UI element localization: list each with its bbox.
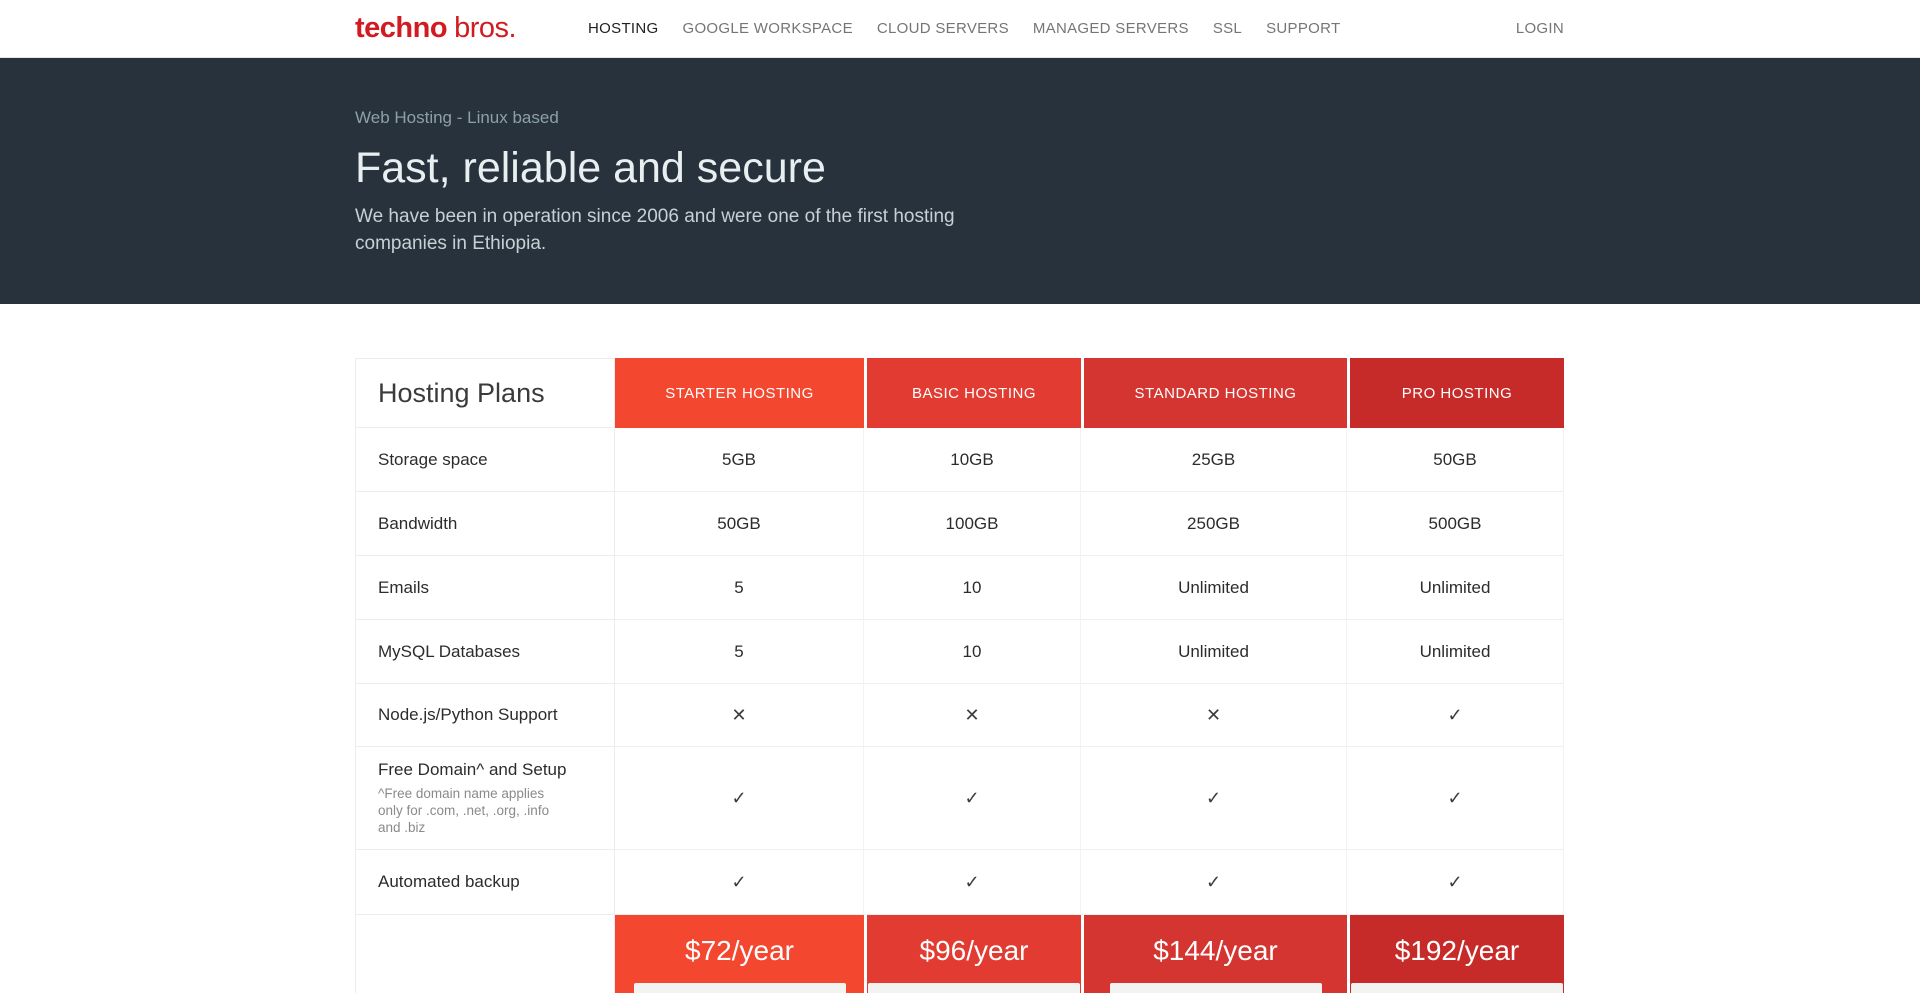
feature-value: Unlimited <box>1347 620 1564 684</box>
order-button[interactable] <box>1351 983 1563 993</box>
cross-icon: ✕ <box>964 704 980 725</box>
feature-value: 25GB <box>1081 428 1347 492</box>
price-empty-cell <box>355 915 615 993</box>
price-starter: $72/year <box>685 935 794 966</box>
table-row-free-domain <box>355 747 1564 850</box>
table-row-storage <box>355 428 1564 492</box>
table-row-price <box>355 915 1564 993</box>
feature-value: 50GB <box>615 492 864 556</box>
login-link[interactable]: LOGIN <box>1515 20 1564 37</box>
plan-header-standard: STANDARD HOSTING <box>1081 358 1347 428</box>
price-cell-basic <box>864 915 1081 993</box>
check-icon: ✓ <box>1447 871 1463 892</box>
price-cell-pro <box>1347 915 1564 993</box>
order-button[interactable] <box>868 983 1080 993</box>
table-title: Hosting Plans <box>378 377 545 408</box>
price-cell-standard <box>1081 915 1347 993</box>
cross-icon: ✕ <box>1205 704 1222 725</box>
plan-header-basic: BASIC HOSTING <box>864 358 1081 428</box>
order-button[interactable] <box>1110 983 1322 993</box>
top-nav <box>0 0 1920 58</box>
table-title-cell <box>355 358 615 428</box>
nav-item-ssl[interactable]: SSL <box>1212 20 1243 37</box>
pricing-table <box>355 358 1564 993</box>
feature-label: Bandwidth <box>378 513 458 533</box>
feature-value: 500GB <box>1347 492 1564 556</box>
nav-menu <box>576 10 1352 47</box>
feature-value: Unlimited <box>1081 620 1347 684</box>
nav-item-hosting[interactable]: HOSTING <box>588 20 659 37</box>
price-pro: $192/year <box>1394 935 1520 966</box>
feature-value: 10 <box>864 556 1081 620</box>
logo[interactable] <box>355 12 516 45</box>
hero-title: Fast, reliable and secure <box>355 144 826 192</box>
feature-value: 250GB <box>1081 492 1347 556</box>
feature-value: Unlimited <box>1081 556 1347 620</box>
nav-item-google-workspace[interactable]: GOOGLE WORKSPACE <box>682 20 853 37</box>
logo-part-1: techno <box>355 12 448 44</box>
feature-footnote: ^Free domain name applies only for .com, .net, .org, .info and .biz <box>378 786 550 835</box>
logo-part-2: bros. <box>454 12 517 44</box>
hero-eyebrow: Web Hosting - Linux based <box>355 108 559 127</box>
table-row-emails <box>355 556 1564 620</box>
order-button[interactable] <box>634 983 846 993</box>
feature-label: Node.js/Python Support <box>378 705 558 724</box>
check-icon: ✓ <box>731 787 747 808</box>
check-icon: ✓ <box>964 871 980 892</box>
check-icon: ✓ <box>731 871 747 892</box>
feature-value: 5GB <box>615 428 864 492</box>
check-icon: ✓ <box>1205 787 1222 808</box>
price-cell-starter <box>615 915 864 993</box>
feature-label: Storage space <box>378 449 488 469</box>
table-row-node-python <box>355 684 1564 747</box>
nav-item-cloud-servers[interactable]: CLOUD SERVERS <box>876 20 1009 37</box>
feature-label: Automated backup <box>378 872 520 891</box>
plan-header-row <box>355 358 1564 428</box>
hero-section <box>0 58 1920 304</box>
cross-icon: ✕ <box>731 704 747 725</box>
table-row-automated-backup <box>355 850 1564 915</box>
plan-header-pro: PRO HOSTING <box>1347 358 1564 428</box>
feature-value: 5 <box>615 620 864 684</box>
feature-value: 50GB <box>1347 428 1564 492</box>
feature-value: 10 <box>864 620 1081 684</box>
feature-value: Unlimited <box>1347 556 1564 620</box>
check-icon: ✓ <box>964 787 980 808</box>
price-basic: $96/year <box>919 935 1029 966</box>
feature-value: 10GB <box>864 428 1081 492</box>
nav-item-support[interactable]: SUPPORT <box>1266 20 1341 37</box>
feature-value: 100GB <box>864 492 1081 556</box>
table-row-bandwidth <box>355 492 1564 556</box>
feature-value: 5 <box>615 556 864 620</box>
feature-label: Emails <box>378 577 430 597</box>
check-icon: ✓ <box>1447 787 1463 808</box>
nav-item-managed-servers[interactable]: MANAGED SERVERS <box>1032 20 1189 37</box>
feature-label: Free Domain^ and Setup <box>378 760 567 779</box>
feature-label: MySQL Databases <box>378 641 521 661</box>
plan-header-starter: STARTER HOSTING <box>615 358 864 428</box>
table-row-mysql <box>355 620 1564 684</box>
price-standard: $144/year <box>1153 935 1278 966</box>
hero-description: We have been in operation since 2006 and were one of the first hosting companies in Ethiopia. <box>355 206 955 254</box>
check-icon: ✓ <box>1447 704 1463 725</box>
check-icon: ✓ <box>1205 871 1222 892</box>
